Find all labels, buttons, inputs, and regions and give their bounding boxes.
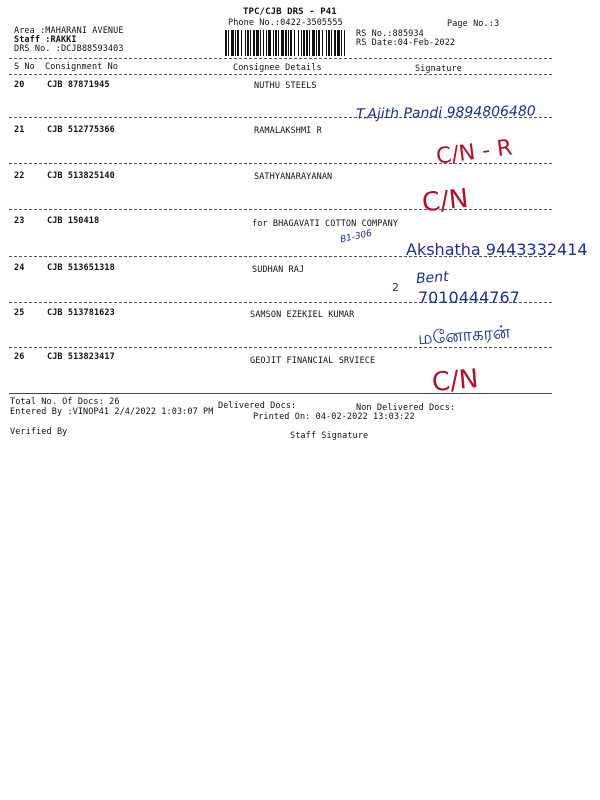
column-sno: S No bbox=[14, 62, 35, 72]
row-consignee: SUDHAN RAJ bbox=[252, 265, 305, 275]
rs-number: RS No.:885934 bbox=[356, 29, 424, 39]
row-consignment: CJB 513823417 bbox=[47, 352, 115, 362]
document-title: TPC/CJB DRS - P41 bbox=[243, 7, 337, 17]
rs-date: RS Date:04-Feb-2022 bbox=[356, 38, 456, 48]
staff-label: Staff :RAKKI bbox=[14, 35, 77, 45]
row-sno: 21 bbox=[14, 125, 25, 135]
row-consignment: CJB 150418 bbox=[47, 216, 100, 226]
drs-number: DRS No. :DCJB88593403 bbox=[14, 44, 124, 54]
entered-by: Entered By :VINOP41 2/4/2022 1:03:07 PM bbox=[10, 407, 214, 417]
row-sno: 20 bbox=[14, 80, 25, 90]
row-consignee: NUTHU STEELS bbox=[254, 81, 317, 91]
row-sno: 22 bbox=[14, 171, 25, 181]
row-sno: 24 bbox=[14, 263, 25, 273]
signature-note: B1-306 bbox=[339, 228, 374, 246]
total-docs: Total No. Of Docs: 26 bbox=[10, 397, 120, 407]
signature-handwriting: T.Ajith Pandi 9894806480 bbox=[355, 103, 536, 123]
area-label: Area :MAHARANI AVENUE bbox=[14, 26, 124, 36]
row-sno: 26 bbox=[14, 352, 25, 362]
column-consignment: Consignment No bbox=[45, 62, 119, 72]
row-divider bbox=[9, 209, 552, 210]
signature-handwriting: C/N - R bbox=[434, 135, 514, 170]
page-number: Page No.:3 bbox=[447, 19, 500, 29]
printed-on: Printed On: 04-02-2022 13:03:22 bbox=[253, 412, 415, 422]
row-consignment: CJB 512775366 bbox=[47, 125, 115, 135]
row-consignee: GEOJIT FINANCIAL SRVIECE bbox=[250, 356, 376, 366]
row-consignee: for BHAGAVATI COTTON COMPANY bbox=[252, 219, 399, 229]
verified-by: Verified By bbox=[10, 427, 68, 437]
signature-handwriting: C/N bbox=[430, 364, 480, 398]
delivered-docs: Delivered Docs: bbox=[218, 401, 297, 411]
signature-note: 2 bbox=[392, 281, 399, 294]
row-sno: 23 bbox=[14, 216, 25, 226]
row-sno: 25 bbox=[14, 308, 25, 318]
signature-handwriting: மனோகரன் bbox=[417, 321, 511, 350]
staff-signature: Staff Signature bbox=[290, 431, 369, 441]
column-consignee: Consignee Details bbox=[233, 63, 322, 73]
row-consignee: RAMALAKSHMI R bbox=[254, 126, 322, 136]
signature-handwriting: 7010444767 bbox=[418, 288, 520, 307]
row-consignment: CJB 87871945 bbox=[47, 80, 110, 90]
phone-number: Phone No.:0422-3505555 bbox=[228, 18, 343, 28]
row-consignee: SATHYANARAYANAN bbox=[254, 172, 333, 182]
barcode-image bbox=[225, 30, 347, 56]
row-consignment: CJB 513781623 bbox=[47, 308, 115, 318]
row-consignee: SAMSON EZEKIEL KUMAR bbox=[250, 310, 355, 320]
row-consignment: CJB 513825140 bbox=[47, 171, 115, 181]
signature-handwriting: C/N bbox=[420, 183, 470, 219]
row-consignment: CJB 513651318 bbox=[47, 263, 115, 273]
column-signature: Signature bbox=[415, 64, 462, 74]
footer-divider bbox=[9, 393, 552, 394]
header-divider-bottom bbox=[9, 74, 552, 75]
non-delivered-docs: Non Delivered Docs: bbox=[356, 403, 456, 413]
signature-handwriting: Akshatha 9443332414 bbox=[406, 240, 588, 259]
header-divider-top bbox=[9, 58, 552, 59]
signature-handwriting: Bent bbox=[415, 268, 450, 288]
